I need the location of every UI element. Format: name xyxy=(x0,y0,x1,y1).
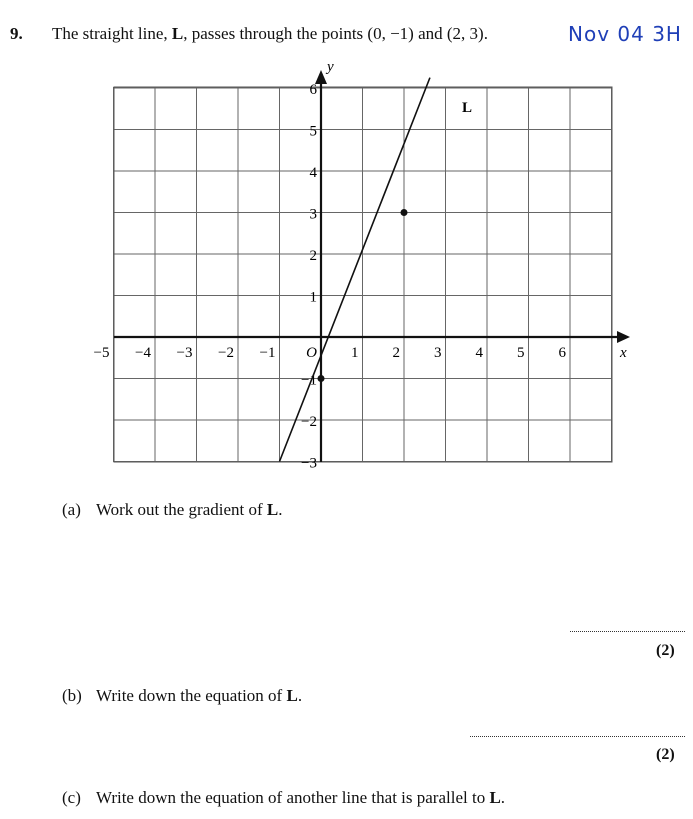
y-tick-label: −1 xyxy=(301,372,317,389)
x-tick-label: −5 xyxy=(93,345,110,361)
x-tick-label: −3 xyxy=(176,345,193,361)
part-c xyxy=(62,788,505,808)
part-a xyxy=(62,500,283,520)
data-point xyxy=(401,209,408,216)
y-tick-label: −2 xyxy=(301,414,317,430)
y-tick-label: 3 xyxy=(309,206,317,223)
part-b-prefix: Write down the equation of xyxy=(95,686,287,705)
line-L xyxy=(280,78,430,462)
part-b-bold: L xyxy=(286,686,298,705)
question-text-suffix: , passes through the points (0, −1) and (2, 3). xyxy=(183,24,488,43)
x-tick-label: −1 xyxy=(259,345,276,361)
part-c-prefix: Write down the equation of another line that is parallel to xyxy=(95,788,490,807)
part-b-suffix: . xyxy=(297,686,303,705)
x-tick-label: 6 xyxy=(558,345,566,361)
answer-line-b[interactable] xyxy=(470,736,685,737)
marks-b: (2) xyxy=(656,746,675,763)
y-tick-label: 1 xyxy=(309,289,317,306)
handwritten-note: Nov 04 3H xyxy=(568,22,682,46)
y-tick-label: 4 xyxy=(309,165,317,181)
x-tick-label: 4 xyxy=(475,345,483,361)
part-a-suffix: . xyxy=(278,500,283,519)
y-tick-label: 5 xyxy=(309,123,317,140)
question-number: 9. xyxy=(10,24,23,43)
part-b-label: (b) xyxy=(62,686,82,705)
data-point xyxy=(318,375,325,382)
marks-a: (2) xyxy=(656,642,675,659)
x-tick-label: 1 xyxy=(351,345,359,361)
part-a-bold: L xyxy=(266,500,279,519)
x-tick-label: O xyxy=(306,345,317,361)
y-axis-label: y xyxy=(327,59,334,75)
x-tick-label: −4 xyxy=(135,345,151,361)
x-axis-arrow xyxy=(617,331,630,343)
part-c-label: (c) xyxy=(62,788,81,807)
x-tick-label: 5 xyxy=(517,345,525,361)
y-tick-label: 2 xyxy=(309,248,317,264)
y-tick-label: 6 xyxy=(309,82,317,98)
part-a-prefix: Work out the gradient of xyxy=(95,500,267,519)
x-tick-label: 3 xyxy=(434,345,442,361)
part-c-suffix: . xyxy=(500,788,506,807)
part-c-bold: L xyxy=(489,788,501,807)
question-line-name: L xyxy=(171,24,184,43)
part-a-label: (a) xyxy=(62,500,81,519)
question-text-prefix: The straight line, xyxy=(52,24,172,43)
x-axis-label: x xyxy=(620,345,627,361)
answer-line-a[interactable] xyxy=(570,631,685,632)
x-tick-label: −2 xyxy=(218,345,234,361)
x-tick-label: 2 xyxy=(392,345,400,361)
line-L-label: L xyxy=(462,100,473,116)
y-tick-label: −3 xyxy=(301,455,317,472)
part-b xyxy=(62,686,302,706)
